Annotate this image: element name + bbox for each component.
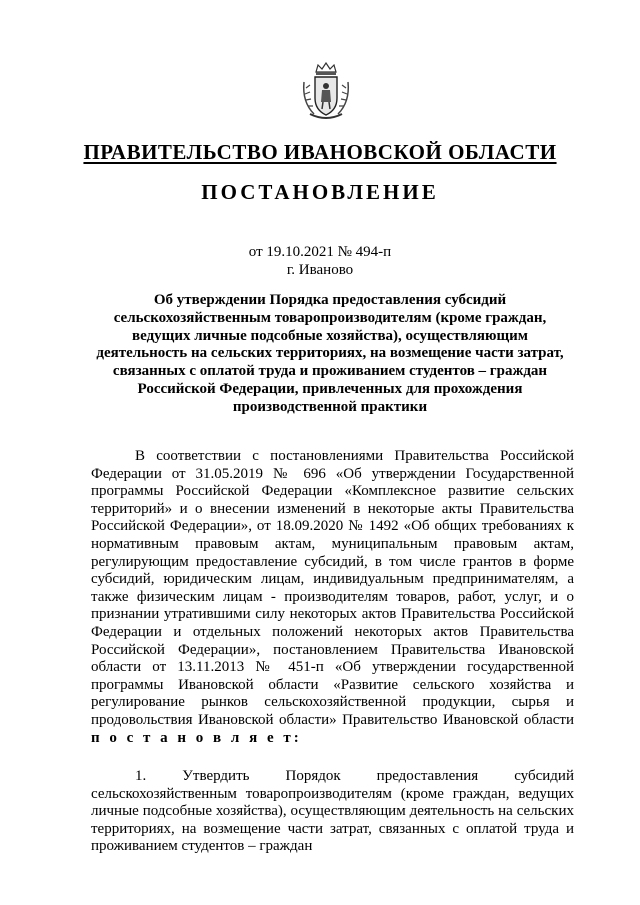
decree-word: п о с т а н о в л я е т: xyxy=(91,729,302,746)
document-date-number: от 19.10.2021 № 494-п xyxy=(248,244,392,260)
government-title xyxy=(0,140,640,165)
preamble-text: В соответствии с постановлениями Правительства Российской Федерации от 31.05.2019 № 696 «Об утверждении Государственной программы Российской Федерации «Комплексное развитие сельских территорий» и о внесении изменений в некоторые акты Правительства Российской Федерации», от 18.09.2020 № 1492 «Об общих требованиях к нормативным правовым актам, муниципальным правовым актам, регулирующим предоставление субсидий, в том числе грантов в форме субсидий, юридическим лицам, индивидуальным предпринимателям, а также физическим лицам - производителям товаров, работ, услуг, и о признании утратившими силу некоторых актов Правительства Российской Федерации и отдельных положений некоторых актов Правительства Российской Федерации», постановлением Правительства Ивановской области от 13.11.2013 № 451-п «Об утверждении государственной программы Ивановской области «Развитие сельского хозяйства и регулирование рынков сельскохозяйственной продукции, сырья и продовольствия Ивановской области» Правительство Ивановской области xyxy=(91,448,574,728)
preamble-paragraph xyxy=(91,448,574,747)
document-city: г. Иваново xyxy=(286,262,354,278)
government-title-text: ПРАВИТЕЛЬСТВО ИВАНОВСКОЙ ОБЛАСТИ xyxy=(83,140,557,164)
ivanovo-coat-of-arms-icon xyxy=(300,62,352,122)
document-subject: Об утверждении Порядка предоставления субсидий сельскохозяйственным товаропроизводителям (кроме граждан, ведущих личные подсобные хозяйства), осуществляющим деятельность на сельских территориях, на возмещение части затрат, связанных с оплатой труда и проживанием студентов – граждан Российской Федерации, привлеченных для прохождения производственной практики xyxy=(96,292,564,415)
document-type: ПОСТАНОВЛЕНИЕ xyxy=(201,180,439,204)
item-1-paragraph: 1. Утвердить Порядок предоставления субсидий сельскохозяйственным товаропроизводителям (кроме граждан, ведущих личные подсобные хозяйства), осуществляющим деятельность на сельских территориях, на возмещение части затрат, связанных с оплатой труда и проживанием студентов – граждан xyxy=(91,768,574,855)
